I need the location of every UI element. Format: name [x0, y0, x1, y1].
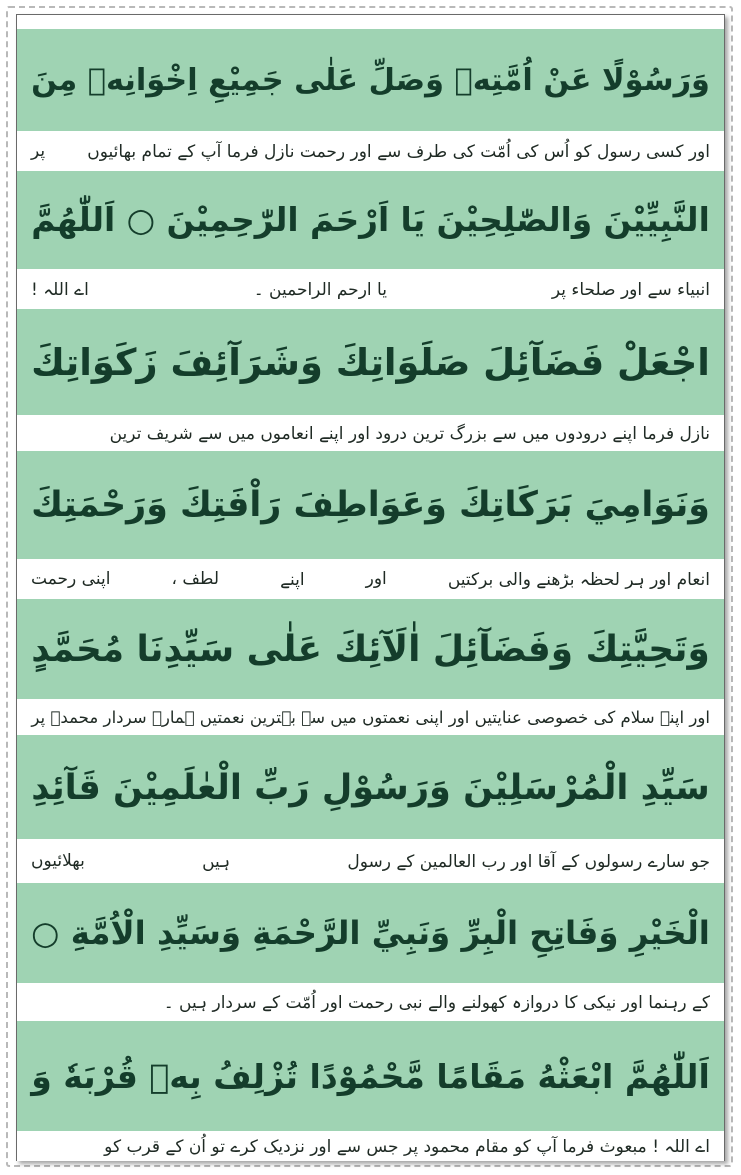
urdu-text: انبیاء سے اور صلحاء پر — [551, 279, 710, 300]
urdu-text: کے رہنما اور نیکی کا دروازہ کھولنے والے نبی رحمت اور اُمّت کے سردار ہیں ۔ — [163, 992, 710, 1013]
urdu-line-4 — [17, 559, 724, 599]
arabic-text: اَللّٰهُمَّ ابْعَثْهُ مَقَامًا مَّحْمُوْدًا تُزْلِفُ بِهٖ قُرْبَهٗ وَ — [31, 1056, 710, 1096]
urdu-line-7 — [17, 983, 724, 1021]
urdu-line-5 — [17, 699, 724, 735]
urdu-text: جو سارے رسولوں کے آقا اور رب العالمین کے رسول — [347, 851, 710, 872]
urdu-text: یا ارحم الراحمین ۔ — [253, 279, 387, 300]
urdu-text: بھلائیوں — [31, 851, 85, 871]
arabic-text: وَتَحِيَّتِكَ وَفَضَآئِلَ اٰلَآئِكَ عَلٰى سَيِّدِنَا مُحَمَّدٍ — [31, 628, 710, 670]
arabic-text: سَيِّدِ الْمُرْسَلِيْنَ وَرَسُوْلِ رَبِّ الْعٰلَمِيْنَ قَآئِدِ — [31, 766, 710, 808]
urdu-text: انعام اور ہر لحظہ بڑھنے والی برکتیں — [447, 569, 710, 590]
arabic-line-4 — [17, 451, 724, 559]
urdu-text: ہیں — [202, 851, 231, 872]
urdu-line-2 — [17, 269, 724, 309]
arabic-line-3 — [17, 309, 724, 415]
arabic-line-8 — [17, 1021, 724, 1131]
urdu-line-3 — [17, 415, 724, 451]
urdu-line-6 — [17, 839, 724, 883]
arabic-line-5 — [17, 599, 724, 699]
urdu-text: اپنی رحمت — [31, 569, 111, 589]
arabic-line-6 — [17, 735, 724, 839]
urdu-text: اپنے — [280, 569, 305, 590]
urdu-text: اور اپنے سلام کی خصوصی عنایتیں اور اپنی نعمتوں میں سے بہترین نعمتیں ہمارے سردار محمدؐ پر — [31, 707, 710, 727]
arabic-line-7 — [17, 883, 724, 983]
urdu-text: نازل فرما اپنے درودوں میں سے بزرگ ترین درود اور اپنے انعاموں میں سے شریف ترین — [109, 423, 710, 444]
urdu-text: اور کسی رسول کو اُس کی اُمّت کی طرف سے اور رحمت نازل فرما آپ کے تمام بھائیوں — [87, 141, 710, 162]
urdu-text: پر — [31, 141, 46, 161]
arabic-text: النَّبِيِّيْنَ وَالصّٰلِحِيْنَ يَا اَرْحَمَ الرّٰحِمِيْنَ ○ اَللّٰهُمَّ — [31, 201, 710, 239]
arabic-text: الْخَيْرِ وَفَاتِحِ الْبِرِّ وَنَبِيِّ الرَّحْمَةِ وَسَيِّدِ الْاُمَّةِ ○ — [31, 914, 710, 952]
urdu-text: اور — [365, 569, 387, 589]
document-frame — [16, 14, 725, 1161]
urdu-line-8 — [17, 1131, 724, 1161]
urdu-text: لطف ، — [171, 569, 220, 589]
arabic-line-2 — [17, 171, 724, 269]
arabic-text: وَرَسُوْلًا عَنْ اُمَّتِهٖ وَصَلِّ عَلٰى جَمِيْعِ اِخْوَانِهٖ مِنَ — [31, 62, 710, 98]
urdu-line-1 — [17, 131, 724, 171]
arabic-text: وَنَوَامِيَ بَرَكَاتِكَ وَعَوَاطِفَ رَاْفَتِكَ وَرَحْمَتِكَ — [31, 485, 710, 525]
arabic-text: اجْعَلْ فَضَآئِلَ صَلَوَاتِكَ وَشَرَآئِفَ زَكَوَاتِكَ — [31, 340, 710, 384]
urdu-text: اے اللہ ! مبعوث فرما آپ کو مقام محمود پر جس سے اور نزدیک کرے تو اُن کے قرب کو — [104, 1136, 710, 1157]
arabic-line-1 — [17, 29, 724, 131]
urdu-text: اے اللہ ! — [31, 279, 89, 300]
